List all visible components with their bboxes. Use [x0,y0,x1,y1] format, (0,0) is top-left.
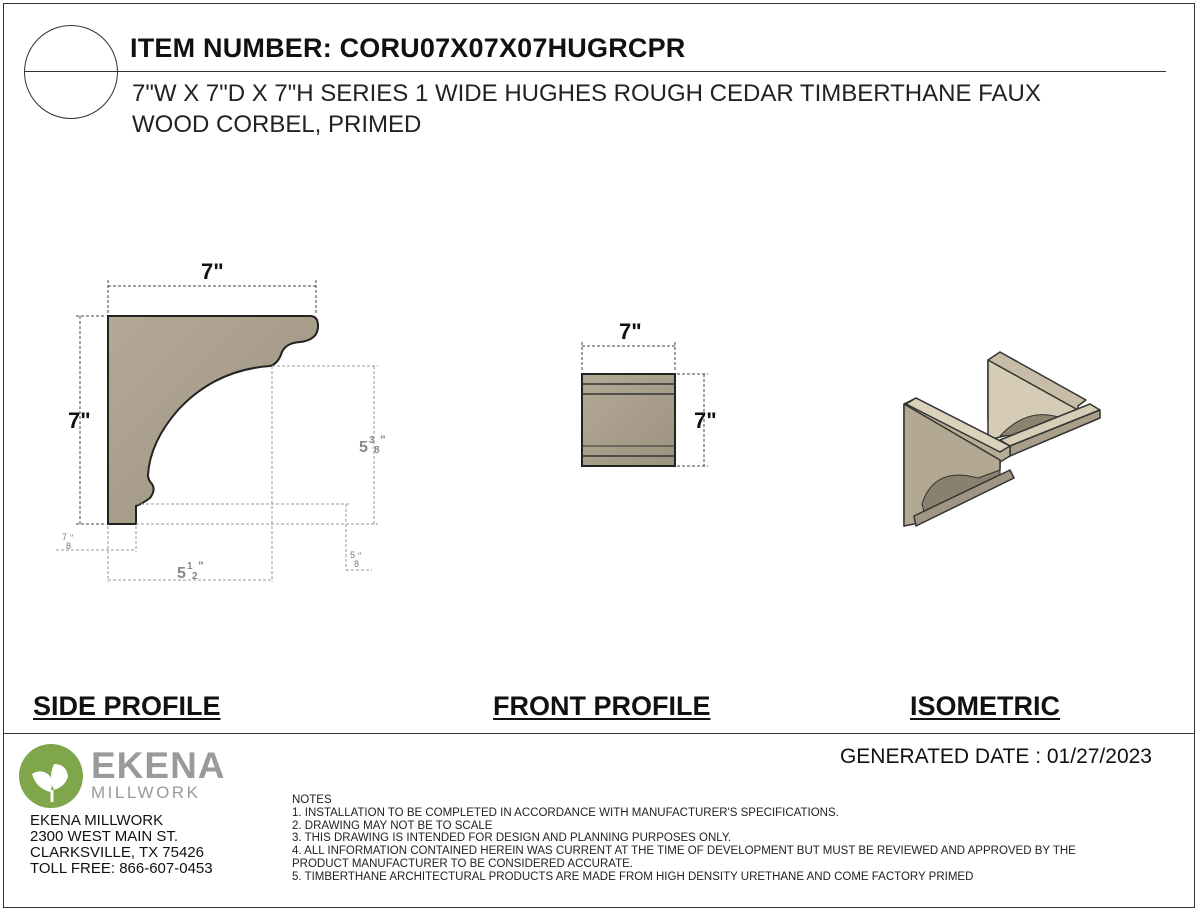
bottom-width-inch: " [198,559,204,573]
note-item: 5. TIMBERTHANE ARCHITECTURAL PRODUCTS ARE MADE FROM HIGH DENSITY URETHANE AND COME FACTORY PRIMED [292,870,974,883]
bottom-width-den: 2 [192,571,198,582]
curve-height-den: 8 [374,445,380,456]
curve-height-num: 3 [369,435,375,446]
bottom-width-whole: 5 [177,565,186,582]
curve-height-inch: " [380,433,386,447]
bottom-width-num: 1 [187,561,193,572]
front-width-dim: 7" [619,319,642,344]
note-item: PRODUCT MANUFACTURER TO BE CONSIDERED ACCURATE. [292,857,633,870]
side-height-dim: 7" [68,408,91,433]
note-item: 4. ALL INFORMATION CONTAINED HEREIN WAS CURRENT AT THE TIME OF DEVELOPMENT BUT MUST BE REVIEWED AND APPROVED BY THE [292,845,1076,858]
side-width-dim: 7" [201,259,224,284]
logo-circle [19,744,83,808]
generated-date: GENERATED DATE : 01/27/2023 [839,745,1152,768]
address-line: TOLL FREE: 866-607-0453 [30,860,213,877]
left-small-den: 8 [66,541,72,551]
description-line-1: 7"W X 7"D X 7"H SERIES 1 WIDE HUGHES ROUGH CEDAR TIMBERTHANE FAUX [132,80,1041,107]
isometric-shape [904,352,1100,526]
address-line: EKENA MILLWORK [30,812,164,829]
company-address [30,813,213,877]
note-item: 1. INSTALLATION TO BE COMPLETED IN ACCORDANCE WITH MANUFACTURER'S SPECIFICATIONS. [292,806,839,819]
side-profile-shape [108,316,318,524]
company-logo-sub: MILLWORK [91,783,201,802]
right-small-den: 8 [354,559,360,569]
right-small-inch: " [358,551,362,561]
notes-block [292,794,1152,884]
note-item: 3. THIS DRAWING IS INTENDED FOR DESIGN AND PLANNING PURPOSES ONLY. [292,832,732,845]
company-logo-name: EKENA [91,745,226,786]
side-dimensions-light [56,366,378,582]
side-profile-label: SIDE PROFILE [33,691,221,721]
notes-title: NOTES [292,794,332,806]
curve-height-whole: 5 [359,439,368,456]
note-item: 2. DRAWING MAY NOT BE TO SCALE [292,819,493,832]
left-small-num: 7 [62,532,68,542]
footer-divider [3,733,1195,734]
isometric-label: ISOMETRIC [910,691,1061,721]
description-line-2: WOOD CORBEL, PRIMED [132,111,422,138]
left-small-inch: " [70,533,74,543]
item-number: ITEM NUMBER: CORU07X07X07HUGRCPR [130,33,686,63]
front-profile-shape [582,374,675,466]
address-line: 2300 WEST MAIN ST. [30,828,179,845]
right-small-num: 5 [350,550,356,560]
front-profile-label: FRONT PROFILE [493,691,711,721]
front-height-dim: 7" [694,408,717,433]
address-line: CLARKSVILLE, TX 75426 [30,844,204,861]
